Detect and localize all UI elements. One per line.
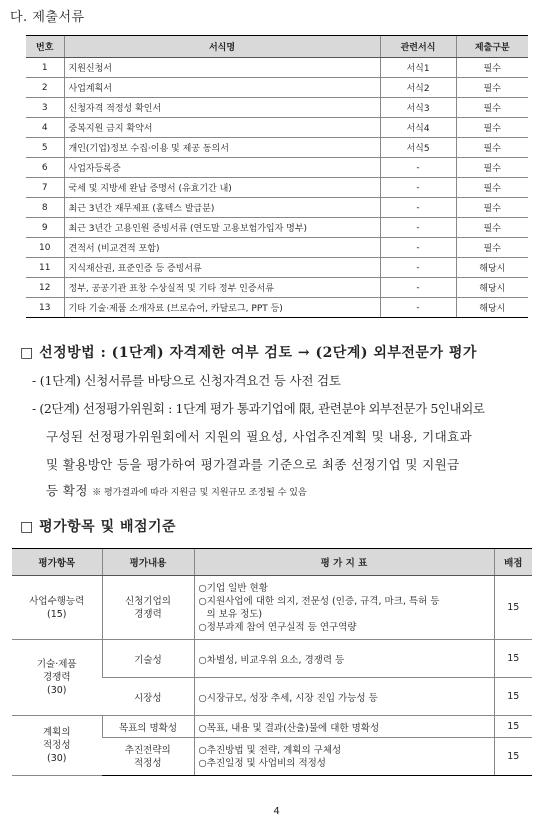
doc-name-cell: 사업자등록증 bbox=[64, 158, 380, 178]
content-cell bbox=[102, 576, 194, 640]
doc-type-cell: 필수 bbox=[456, 158, 528, 178]
table-row bbox=[26, 178, 528, 198]
doc-type-cell: 필수 bbox=[456, 138, 528, 158]
doc-number-cell: 9 bbox=[26, 218, 64, 238]
content-label: 추진전략의 bbox=[124, 744, 171, 756]
doc-number-cell: 13 bbox=[26, 298, 64, 318]
content-label-2: 경쟁력 bbox=[134, 608, 162, 620]
doc-form-cell: 서식3 bbox=[380, 98, 456, 118]
table-row bbox=[26, 58, 528, 78]
required-documents-table bbox=[26, 35, 528, 318]
doc-form-cell: - bbox=[380, 298, 456, 318]
table-row bbox=[12, 640, 532, 678]
table-row bbox=[26, 238, 528, 258]
item-score: (30) bbox=[46, 753, 67, 764]
col-header-item: 평가항목 bbox=[12, 549, 102, 576]
doc-type-cell: 필수 bbox=[456, 98, 528, 118]
doc-type-cell: 필수 bbox=[456, 218, 528, 238]
method-note: ※ 평가결과에 따라 지원금 및 지원규모 조정될 수 있음 bbox=[92, 488, 307, 498]
col-header-form-name: 서식명 bbox=[64, 36, 380, 58]
doc-number-cell: 6 bbox=[26, 158, 64, 178]
doc-name-cell: 최근 3년간 재무제표 (홈텍스 발급분) bbox=[64, 198, 380, 218]
doc-name-cell: 최근 3년간 고용인원 증빙서류 (연도말 고용보험가입자 명부) bbox=[64, 218, 380, 238]
indicator-cell: ○시장규모, 성장 추세, 시장 진입 가능성 등 bbox=[194, 678, 494, 716]
table-row bbox=[26, 78, 528, 98]
doc-number-cell: 2 bbox=[26, 78, 64, 98]
indicator: 의 보유 정도) bbox=[206, 608, 263, 620]
doc-form-cell: - bbox=[380, 158, 456, 178]
indicator-cell bbox=[194, 576, 494, 640]
doc-name-cell: 개인(기업)정보 수집·이용 및 제공 동의서 bbox=[64, 138, 380, 158]
doc-name-cell: 신청자격 적정성 확인서 bbox=[64, 98, 380, 118]
table-row bbox=[26, 118, 528, 138]
item-label-2: 적정성 bbox=[42, 740, 71, 751]
item-score: (30) bbox=[46, 685, 67, 696]
table-header-row bbox=[12, 549, 532, 576]
method-bullet-stage1: - (1단계) 신청서류를 바탕으로 신청자격요건 등 사전 검토 bbox=[32, 373, 341, 388]
doc-form-cell: - bbox=[380, 218, 456, 238]
score-cell: 15 bbox=[494, 678, 532, 716]
indicator: ○추진방법 및 전략, 계획의 구체성 bbox=[198, 744, 342, 756]
doc-name-cell: 사업계획서 bbox=[64, 78, 380, 98]
table-row bbox=[26, 218, 528, 238]
doc-name-cell: 지원신청서 bbox=[64, 58, 380, 78]
doc-name-cell: 지식재산권, 표준인증 등 증빙서류 bbox=[64, 258, 380, 278]
section-title: 다. 제출서류 bbox=[10, 10, 85, 25]
item-label: 사업수행능력 bbox=[29, 595, 85, 607]
table-row bbox=[26, 298, 528, 318]
content-cell: 기술성 bbox=[102, 640, 194, 678]
doc-form-cell: 서식2 bbox=[380, 78, 456, 98]
item-cell bbox=[12, 576, 102, 640]
item-label: 계획의 bbox=[42, 727, 71, 738]
col-header-submit-type: 제출구분 bbox=[456, 36, 528, 58]
indicator-cell bbox=[194, 738, 494, 776]
item-cell bbox=[12, 716, 102, 776]
indicator: ○정부과제 참여 연구실적 등 연구역량 bbox=[198, 621, 357, 633]
criteria-heading: □ 평가항목 및 배점기준 bbox=[20, 519, 177, 535]
content-cell bbox=[102, 738, 194, 776]
doc-name-cell: 국세 및 지방세 완납 증명서 (유효기간 내) bbox=[64, 178, 380, 198]
doc-type-cell: 필수 bbox=[456, 78, 528, 98]
doc-name-cell: 정부, 공공기관 표창 수상실적 및 기타 정부 인증서류 bbox=[64, 278, 380, 298]
doc-type-cell: 필수 bbox=[456, 198, 528, 218]
indicator: ○지원사업에 대한 의지, 전문성 (인증, 규격, 마크, 특허 등 bbox=[198, 595, 440, 607]
table-row bbox=[26, 98, 528, 118]
table-row bbox=[12, 716, 532, 738]
doc-number-cell: 5 bbox=[26, 138, 64, 158]
doc-number-cell: 1 bbox=[26, 58, 64, 78]
doc-number-cell: 12 bbox=[26, 278, 64, 298]
doc-name-cell: 중복지원 금지 확약서 bbox=[64, 118, 380, 138]
doc-form-cell: - bbox=[380, 278, 456, 298]
doc-form-cell: - bbox=[380, 198, 456, 218]
content-cell: 목표의 명확성 bbox=[102, 716, 194, 738]
table-row bbox=[26, 278, 528, 298]
doc-number-cell: 4 bbox=[26, 118, 64, 138]
method-bullet-stage2: - (2단계) 선정평가위원회 : 1단계 평가 통과기업에 限, 관련분야 외부전문가 5인내외로 bbox=[32, 401, 485, 416]
col-header-related-form: 관련서식 bbox=[380, 36, 456, 58]
doc-number-cell: 7 bbox=[26, 178, 64, 198]
indicator-cell: ○목표, 내용 및 결과(산출)물에 대한 명확성 bbox=[194, 716, 494, 738]
method-bullet-stage2-line4 bbox=[46, 481, 307, 499]
content-label: 신청기업의 bbox=[125, 595, 171, 607]
item-label-2: 경쟁력 bbox=[42, 672, 71, 683]
content-label-2: 적정성 bbox=[133, 757, 162, 769]
col-header-number: 번호 bbox=[26, 36, 64, 58]
table-row bbox=[26, 198, 528, 218]
doc-form-cell: 서식4 bbox=[380, 118, 456, 138]
doc-form-cell: 서식1 bbox=[380, 58, 456, 78]
doc-type-cell: 필수 bbox=[456, 178, 528, 198]
table-row bbox=[26, 138, 528, 158]
doc-form-cell: 서식5 bbox=[380, 138, 456, 158]
indicator-cell: ○차별성, 비교우위 요소, 경쟁력 등 bbox=[194, 640, 494, 678]
score-cell: 15 bbox=[494, 738, 532, 776]
doc-name-cell: 견적서 (비교견적 포함) bbox=[64, 238, 380, 258]
item-cell bbox=[12, 640, 102, 716]
doc-type-cell: 해당시 bbox=[456, 298, 528, 318]
doc-form-cell: - bbox=[380, 178, 456, 198]
doc-number-cell: 10 bbox=[26, 238, 64, 258]
page-number: 4 bbox=[273, 806, 280, 817]
method-bullet-stage2-line2: 구성된 선정평가위원회에서 지원의 필요성, 사업추진계획 및 내용, 기대효과 bbox=[46, 429, 473, 444]
item-label: 기술·제품 bbox=[36, 659, 77, 670]
table-row bbox=[26, 158, 528, 178]
item-score: (15) bbox=[46, 608, 67, 620]
doc-type-cell: 필수 bbox=[456, 118, 528, 138]
doc-type-cell: 해당시 bbox=[456, 278, 528, 298]
col-header-score: 배점 bbox=[494, 549, 532, 576]
doc-form-cell: - bbox=[380, 258, 456, 278]
selection-method-heading: □ 선정방법 : (1단계) 자격제한 여부 검토 → (2단계) 외부전문가 평가 bbox=[20, 345, 477, 361]
content-cell: 시장성 bbox=[102, 678, 194, 716]
evaluation-criteria-table bbox=[12, 548, 532, 776]
indicator: ○기업 일반 현황 bbox=[198, 582, 268, 594]
doc-type-cell: 필수 bbox=[456, 58, 528, 78]
doc-form-cell: - bbox=[380, 238, 456, 258]
doc-number-cell: 3 bbox=[26, 98, 64, 118]
indicator: ○추진일정 및 사업비의 적정성 bbox=[198, 757, 326, 769]
score-cell: 15 bbox=[494, 576, 532, 640]
col-header-indicator: 평 가 지 표 bbox=[194, 549, 494, 576]
doc-number-cell: 8 bbox=[26, 198, 64, 218]
score-cell: 15 bbox=[494, 716, 532, 738]
doc-type-cell: 필수 bbox=[456, 238, 528, 258]
table-header-row bbox=[26, 36, 528, 58]
score-cell: 15 bbox=[494, 640, 532, 678]
table-row bbox=[12, 576, 532, 640]
col-header-content: 평가내용 bbox=[102, 549, 194, 576]
doc-type-cell: 해당시 bbox=[456, 258, 528, 278]
table-row bbox=[26, 258, 528, 278]
method-final-text: 등 확정 bbox=[46, 483, 88, 498]
doc-number-cell: 11 bbox=[26, 258, 64, 278]
method-bullet-stage2-line3: 및 활용방안 등을 평가하여 평가결과를 기준으로 최종 선정기업 및 지원금 bbox=[46, 457, 460, 472]
doc-name-cell: 기타 기술·제품 소개자료 (브로슈어, 카달로그, PPT 등) bbox=[64, 298, 380, 318]
